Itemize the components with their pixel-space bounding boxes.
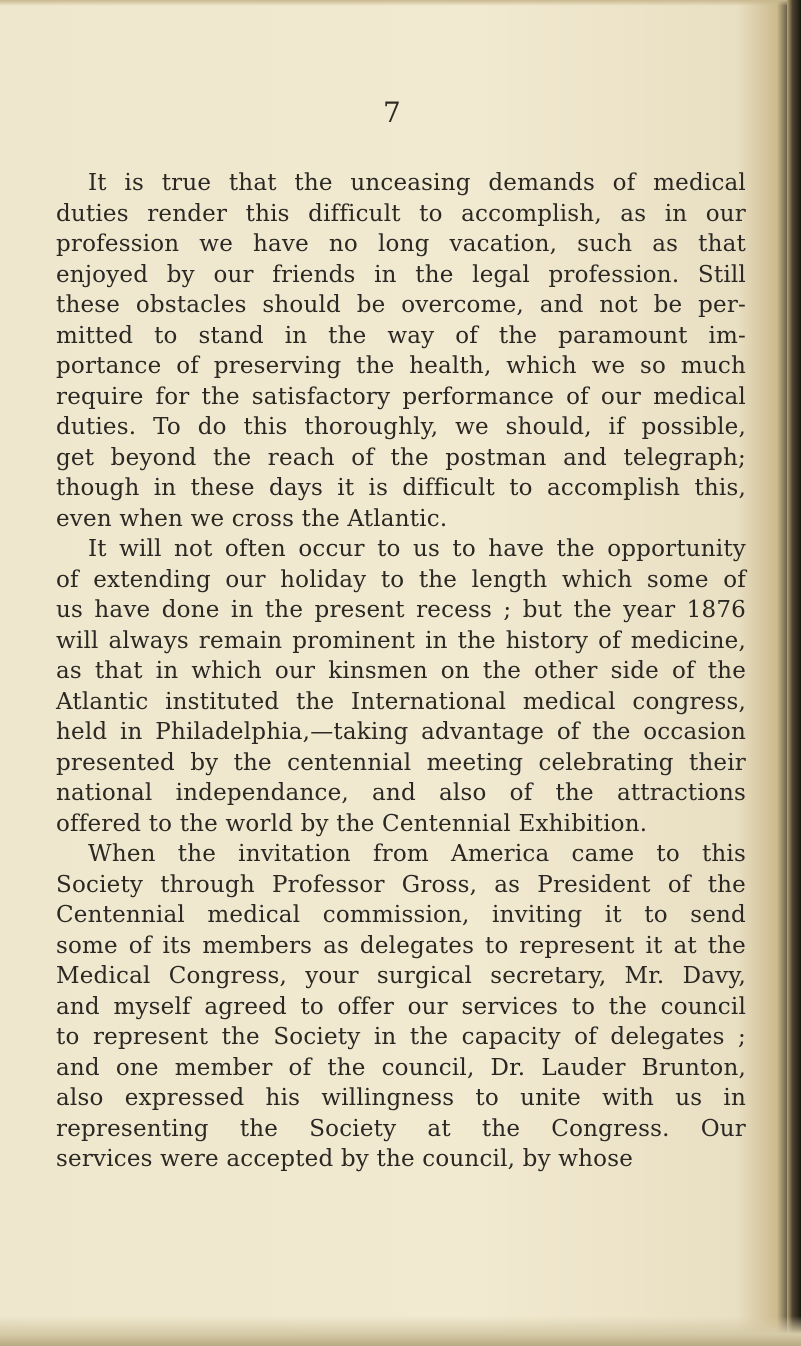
text-line: get beyond the reach of the postman and telegraph; xyxy=(56,444,746,471)
text-line: national independance, and also of the attractions xyxy=(56,780,746,806)
text-line: duties render this difficult to accomplish, as in our xyxy=(56,200,746,227)
page-bottom-edge xyxy=(0,1316,801,1346)
paragraph xyxy=(56,168,746,534)
text-line: It will not often occur to us to have the opportunity xyxy=(88,536,746,562)
text-line: portance of preserving the health, which we so much xyxy=(56,353,746,379)
text-line: Medical Congress, your surgical secretary, Mr. Davy, xyxy=(56,963,746,989)
text-line: though in these days it is difficult to accomplish this, xyxy=(56,475,746,501)
text-line: duties. To do this thoroughly, we should, if possible, xyxy=(56,414,746,440)
text-line: mitted to stand in the way of the paramount im- xyxy=(56,322,746,349)
text-line: When the invitation from America came to this xyxy=(88,841,746,867)
text-line: enjoyed by our friends in the legal profession. Still xyxy=(56,261,746,288)
text-line: Atlantic instituted the International medical congress, xyxy=(56,688,746,715)
text-line: presented by the centennial meeting celebrating their xyxy=(56,749,746,776)
paragraph xyxy=(56,534,746,839)
text-line: Society through Professor Gross, as President of the xyxy=(56,871,746,898)
text-line: It is true that the unceasing demands of medical xyxy=(88,170,746,196)
text-line: some of its members as delegates to represent it at the xyxy=(56,932,746,959)
text-line: require for the satisfactory performance of our medical xyxy=(56,383,746,410)
text-line: and one member of the council, Dr. Lauder Brunton, xyxy=(56,1054,746,1081)
text-line: also expressed his willingness to unite with us in xyxy=(56,1085,746,1111)
text-line: and myself agreed to offer our services to the council xyxy=(56,993,746,1020)
text-line: Centennial medical commission, inviting it to send xyxy=(56,902,746,928)
book-spine-shadow xyxy=(787,0,801,1346)
body-text xyxy=(56,168,746,1175)
text-line: services were accepted by the council, by whose xyxy=(56,1146,634,1172)
text-line: profession we have no long vacation, such as that xyxy=(56,231,746,257)
page-number: 7 xyxy=(383,96,401,129)
text-line: to represent the Society in the capacity of delegates ; xyxy=(56,1024,746,1050)
text-line: us have done in the present recess ; but the year 1876 xyxy=(56,597,746,623)
text-line: representing the Society at the Congress. Our xyxy=(56,1115,746,1142)
text-line: held in Philadelphia,—taking advantage of the occasion xyxy=(56,719,746,745)
text-line: these obstacles should be overcome, and not be per- xyxy=(56,292,746,318)
text-line: even when we cross the Atlantic. xyxy=(56,505,448,532)
text-line: as that in which our kinsmen on the other side of the xyxy=(56,658,746,684)
text-line: of extending our holiday to the length which some of xyxy=(56,566,746,593)
text-line: will always remain prominent in the history of medicine, xyxy=(56,627,746,654)
text-line: offered to the world by the Centennial Exhibition. xyxy=(56,810,648,837)
paragraph xyxy=(56,839,746,1175)
page-top-edge xyxy=(0,0,801,6)
